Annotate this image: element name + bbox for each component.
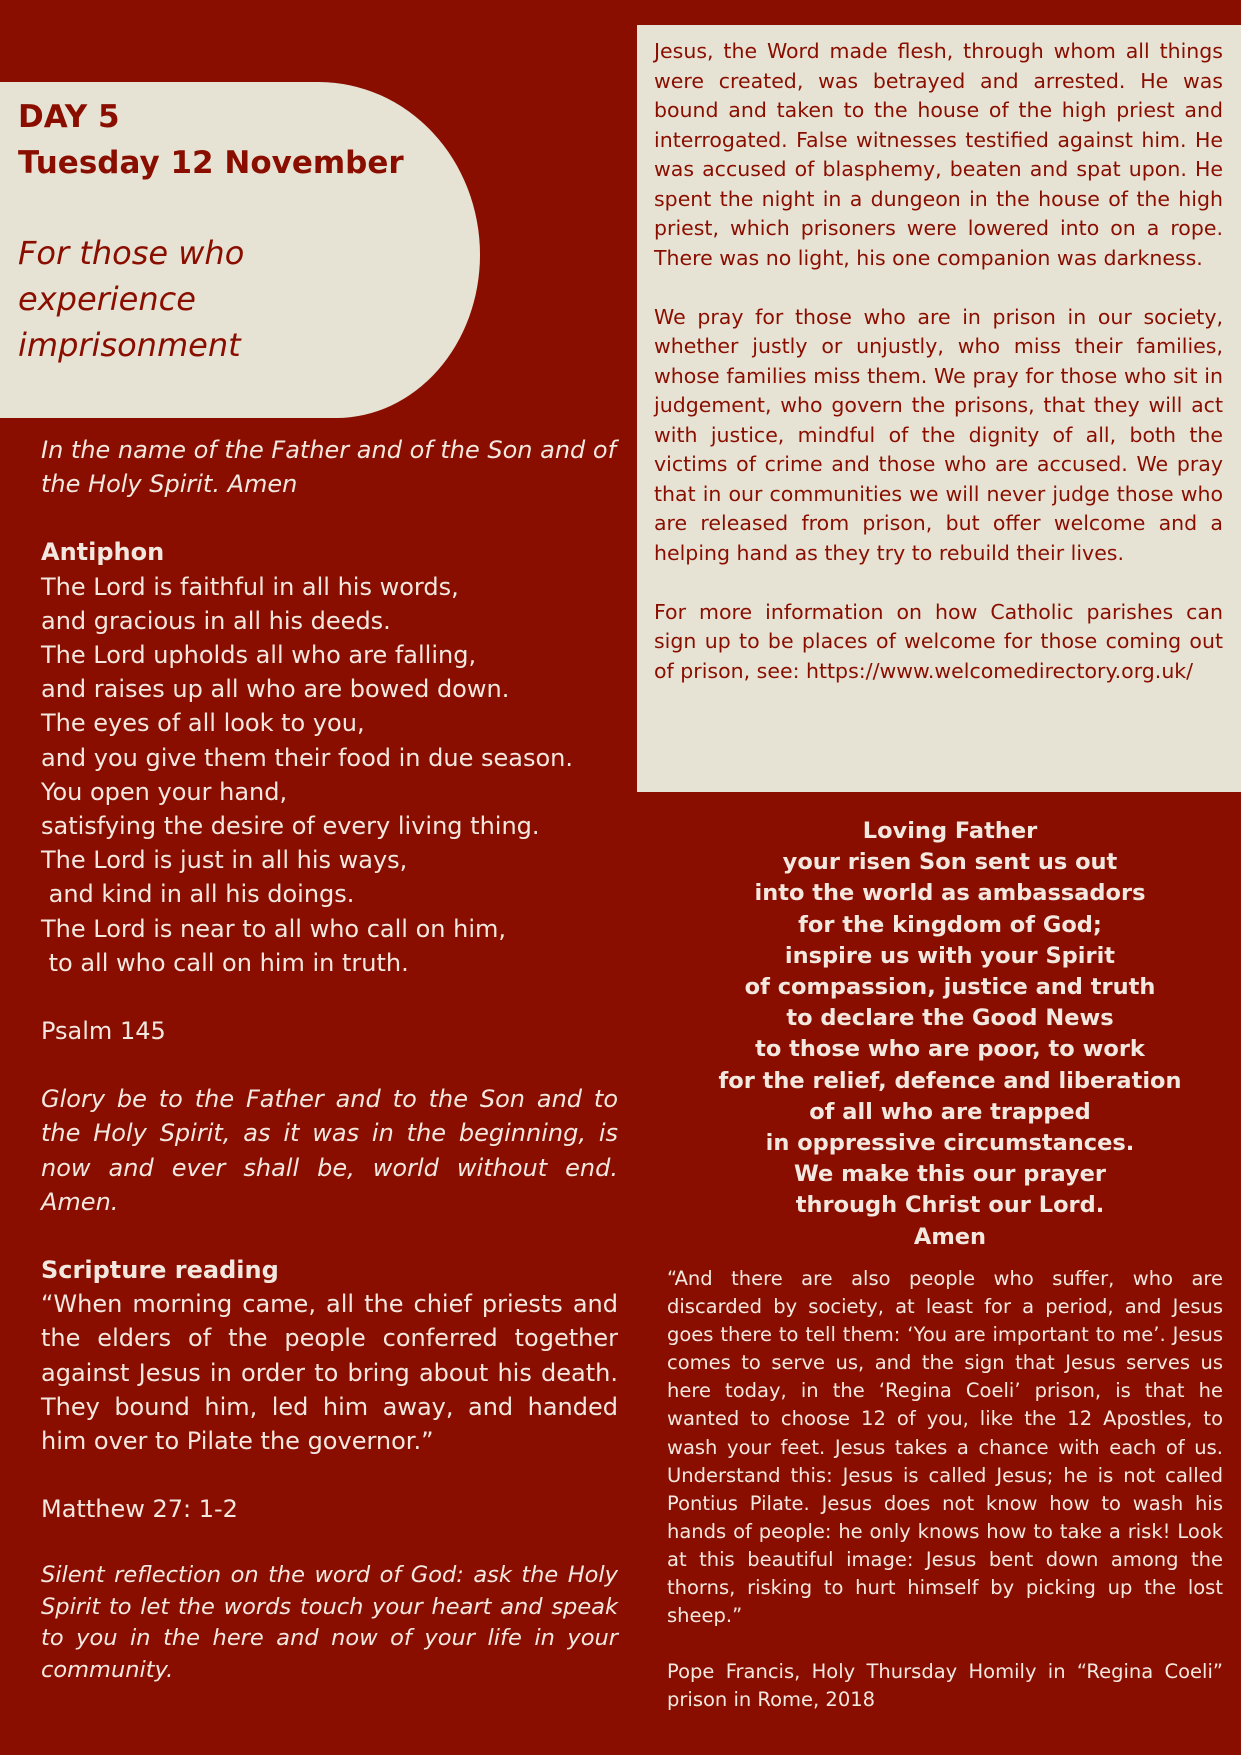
theme-line: experience xyxy=(18,280,196,318)
antiphon-line: You open your hand, xyxy=(41,777,288,806)
prayer-line: of all who are trapped xyxy=(809,1098,1091,1125)
scripture-heading: Scripture reading xyxy=(41,1256,279,1285)
antiphon-line: and kind in all his doings. xyxy=(41,880,355,909)
silent-reflection: Silent reflection on the word of God: ask the Holy Spirit to let the words touch your heart and speak to you in the here and now of your life in your community. xyxy=(41,1562,618,1683)
prayer-line: Amen xyxy=(913,1223,987,1250)
prayer-line: for the kingdom of God; xyxy=(798,911,1102,938)
antiphon-line: satisfying the desire of every living thing. xyxy=(41,812,540,841)
psalm-reference: Psalm 145 xyxy=(41,1017,166,1046)
header-panel xyxy=(0,82,480,418)
antiphon-line: and you give them their food in due season. xyxy=(41,743,573,772)
more-info-paragraph: For more information on how Catholic parishes can sign up to be places of welcome for those coming out of prison, see: https://www.welcomedirectory.org.uk/ xyxy=(654,599,1223,683)
prayer-line: to those who are poor, to work xyxy=(755,1036,1145,1063)
prayer-line: through Christ our Lord. xyxy=(795,1192,1105,1219)
prayer-line: Loving Father xyxy=(862,818,1038,844)
antiphon-line: to all who call on him in truth. xyxy=(41,948,409,977)
antiphon-line: The Lord is just in all his ways, xyxy=(41,846,408,875)
antiphon-line: The Lord upholds all who are falling, xyxy=(41,641,477,670)
antiphon-line: and gracious in all his deeds. xyxy=(41,606,391,635)
antiphon-line: The Lord is faithful in all his words, xyxy=(41,572,459,601)
theme-title xyxy=(18,230,480,368)
prayer-line: to declare the Good News xyxy=(786,1005,1114,1032)
prayer-line: for the relief, defence and liberation xyxy=(718,1067,1182,1094)
antiphon-heading: Antiphon xyxy=(41,538,165,567)
prayer-line: inspire us with your Spirit xyxy=(784,942,1116,969)
reflection-panel xyxy=(637,25,1241,792)
pope-quote xyxy=(667,1265,1223,1714)
antiphon-line: and raises up all who are bowed down. xyxy=(41,675,510,704)
prayer-line: of compassion, justice and truth xyxy=(744,974,1156,1001)
theme-line: For those who xyxy=(18,234,245,272)
day-label: DAY 5 xyxy=(18,99,120,135)
scripture-text: “When morning came, all the chief priests and the elders of the people conferred together against Jesus in order to bring about his death. They bound him, led him away, and handed him over to Pilate the governor.” xyxy=(41,1290,618,1456)
reflection-paragraph: Jesus, the Word made flesh, through whom all things were created, was betrayed and arrested. He was bound and taken to the house of the high priest and interrogated. False witnesses testified against him. He was accused of blasphemy, beaten and spat upon. He spent the night in a dungeon in the house of the high priest, which prisoners were lowered into on a rope. There was no light, his one companion was darkness. xyxy=(654,39,1223,270)
quote-text: “And there are also people who suffer, who are discarded by society, at least for a period, and Jesus goes there to tell them: ‘You are important to me’. Jesus comes to serve us, and the sign that Jesus serves us here today, in the ‘Regina Coeli’ prison, is that he wanted to choose 12 of you, like the 12 Apostles, to wash your feet. Jesus takes a chance with each of us. Understand this: Jesus is called Jesus; he is not called Pontius Pilate. Jesus does not know how to wash his hands of people: he only knows how to take a risk! Look at this beautiful image: Jesus bent down among the thorns, risking to hurt himself by picking up the lost sheep.” xyxy=(667,1267,1223,1628)
quote-attribution: Pope Francis, Holy Thursday Homily in “Regina Coeli” prison in Rome, 2018 xyxy=(667,1660,1223,1712)
date-label: Tuesday 12 November xyxy=(18,145,404,181)
intercession-paragraph: We pray for those who are in prison in our society, whether justly or unjustly, who miss their families, whose families miss them. We pray for those who sit in judgement, who govern the prisons, that they will act with justice, mindful of the dignity of all, both the victims of crime and those who are accused. We pray that in our communities we will never judge those who are released from prison, but offer welcome and a helping hand as they try to rebuild their lives. xyxy=(654,304,1223,565)
theme-line: imprisonment xyxy=(18,326,241,364)
prayer-line: into the world as ambassadors xyxy=(754,880,1146,907)
prayer-line: We make this our prayer xyxy=(793,1161,1107,1188)
invocation: In the name of the Father and of the Son and of the Holy Spirit. Amen xyxy=(41,436,617,499)
prayer-line: in oppressive circumstances. xyxy=(765,1130,1135,1157)
scripture-reference: Matthew 27: 1-2 xyxy=(41,1495,238,1524)
antiphon xyxy=(41,570,618,980)
prayer-line: your risen Son sent us out xyxy=(782,849,1118,876)
antiphon-line: The eyes of all look to you, xyxy=(41,709,365,738)
left-column xyxy=(41,433,618,1686)
antiphon-line: The Lord is near to all who call on him, xyxy=(41,914,507,943)
closing-prayer xyxy=(625,816,1241,1253)
doxology: Glory be to the Father and to the Son and to the Holy Spirit, as it was in the beginning, is now and ever shall be, world without end. Amen. xyxy=(41,1085,618,1216)
